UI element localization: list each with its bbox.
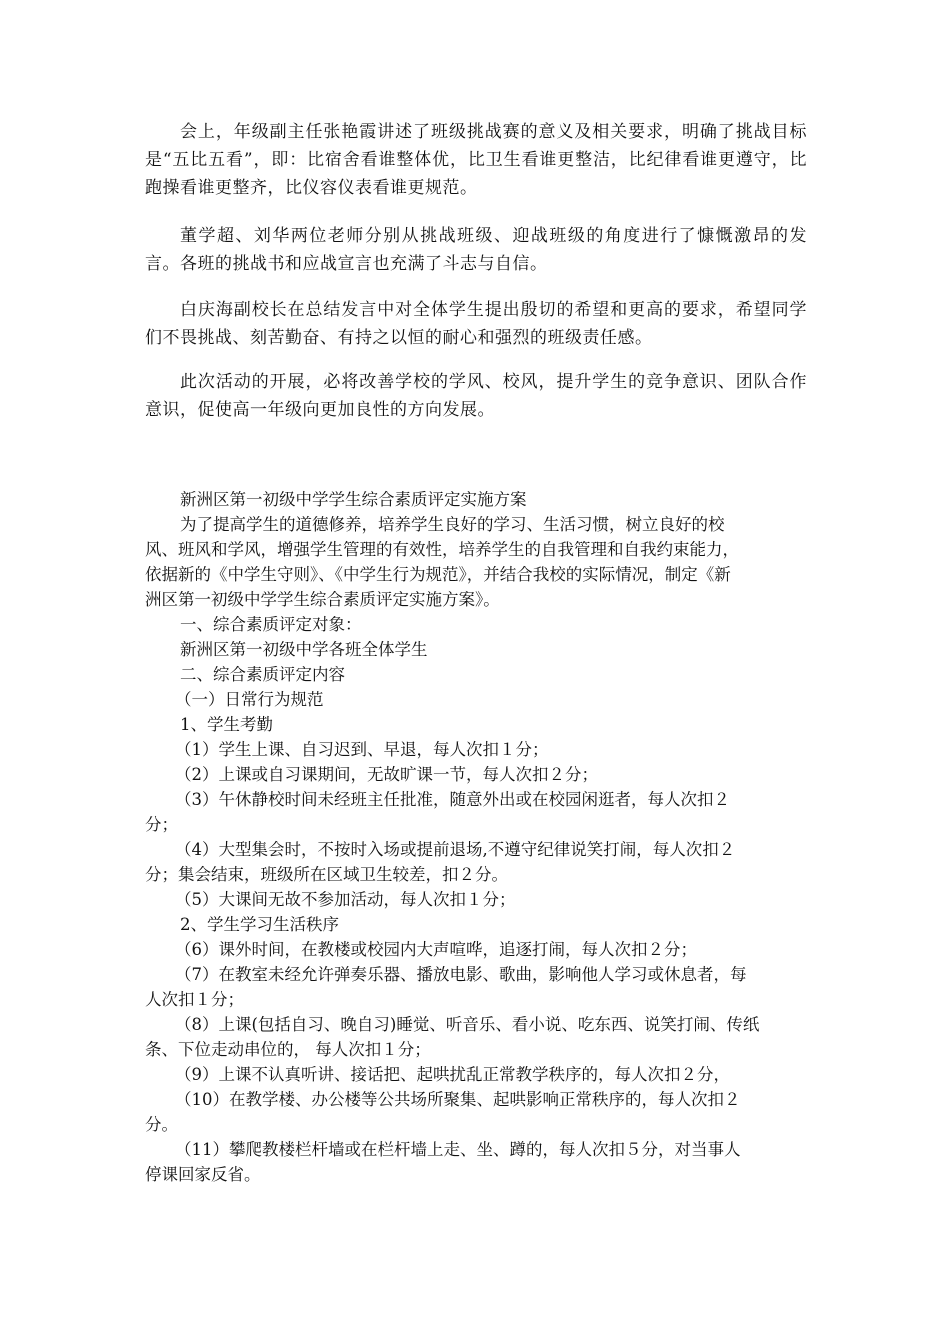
rule-9: （9）上课不认真听讲、接话把、起哄扰乱正常教学秩序的，每人次扣２分， <box>175 1065 730 1084</box>
section-heading-1: 一、综合素质评定对象： <box>180 615 362 634</box>
rule-2: （2）上课或自习课期间，无故旷课一节，每人次扣２分； <box>175 765 598 784</box>
section-heading-2: 二、综合素质评定内容 <box>180 665 345 684</box>
plan-intro-line-1: 为了提高学生的道德修养，培养学生良好的学习、生活习惯，树立良好的校 <box>180 515 725 534</box>
rule-4-line-2: 分；集会结束，班级所在区域卫生较差，扣２分。 <box>145 865 508 884</box>
rule-10-line-2: 分。 <box>145 1115 178 1134</box>
report-paragraph-3: 白庆海副校长在总结发言中对全体学生提出殷切的希望和更高的要求，希望同学们不畏挑战、刻苦勤奋、有持之以恒的耐心和强烈的班级责任感。 <box>145 300 807 348</box>
category-heading-2: 2、学生学习生活秩序 <box>180 915 339 934</box>
report-paragraph-2: 董学超、刘华两位老师分别从挑战班级、迎战班级的角度进行了慷慨激昂的发言。各班的挑战书和应战宣言也充满了斗志与自信。 <box>145 226 807 274</box>
rule-4-line-1: （4）大型集会时，不按时入场或提前退场,不遵守纪律说笑打闹，每人次扣２ <box>175 840 736 859</box>
rule-8-line-2: 条、下位走动串位的， 每人次扣１分； <box>145 1040 431 1059</box>
rule-5: （5）大课间无故不参加活动，每人次扣１分； <box>175 890 516 909</box>
rule-10-line-1: （10）在教学楼、办公楼等公共场所聚集、起哄影响正常秩序的，每人次扣２ <box>175 1090 741 1109</box>
category-heading-1: 1、学生考勤 <box>180 715 273 734</box>
rule-1: （1）学生上课、自习迟到、早退，每人次扣１分； <box>175 740 549 759</box>
plan-title: 新洲区第一初级中学学生综合素质评定实施方案 <box>180 490 527 509</box>
section-1-body: 新洲区第一初级中学各班全体学生 <box>180 640 428 659</box>
subsection-heading-1: （一）日常行为规范 <box>175 690 324 709</box>
rule-3-line-1: （3）午休静校时间未经班主任批准，随意外出或在校园闲逛者，每人次扣２ <box>175 790 730 809</box>
rule-6: （6）课外时间，在教楼或校园内大声喧哗，追逐打闹，每人次扣２分； <box>175 940 697 959</box>
report-paragraph-4: 此次活动的开展，必将改善学校的学风、校风，提升学生的竞争意识、团队合作意识，促使高一年级向更加良性的方向发展。 <box>145 372 807 420</box>
rule-11-line-2: 停课回家反省。 <box>145 1165 261 1184</box>
rule-8-line-1: （8）上课(包括自习、晚自习)睡觉、听音乐、看小说、吃东西、说笑打闹、传纸 <box>175 1015 760 1034</box>
rule-7-line-1: （7）在教室未经允许弹奏乐器、播放电影、歌曲，影响他人学习或休息者，每 <box>175 965 747 984</box>
rule-11-line-1: （11）攀爬教楼栏杆墙或在栏杆墙上走、坐、蹲的，每人次扣５分，对当事人 <box>175 1140 741 1159</box>
rule-7-line-2: 人次扣１分； <box>145 990 244 1009</box>
plan-intro-line-2: 风、班风和学风，增强学生管理的有效性，培养学生的自我管理和自我约束能力， <box>145 540 739 559</box>
plan-intro-line-4: 洲区第一初级中学学生综合素质评定实施方案》。 <box>145 590 500 609</box>
rule-3-line-2: 分； <box>145 815 178 834</box>
plan-intro-line-3: 依据新的《中学生守则》、《中学生行为规范》，并结合我校的实际情况，制定《新 <box>145 565 731 584</box>
report-paragraph-1: 会上，年级副主任张艳霞讲述了班级挑战赛的意义及相关要求，明确了挑战目标是“五比五看”，即：比宿舍看谁整体优，比卫生看谁更整洁，比纪律看谁更遵守，比跑操看谁更整齐，比仪容仪表看谁更规范。 <box>145 122 807 198</box>
